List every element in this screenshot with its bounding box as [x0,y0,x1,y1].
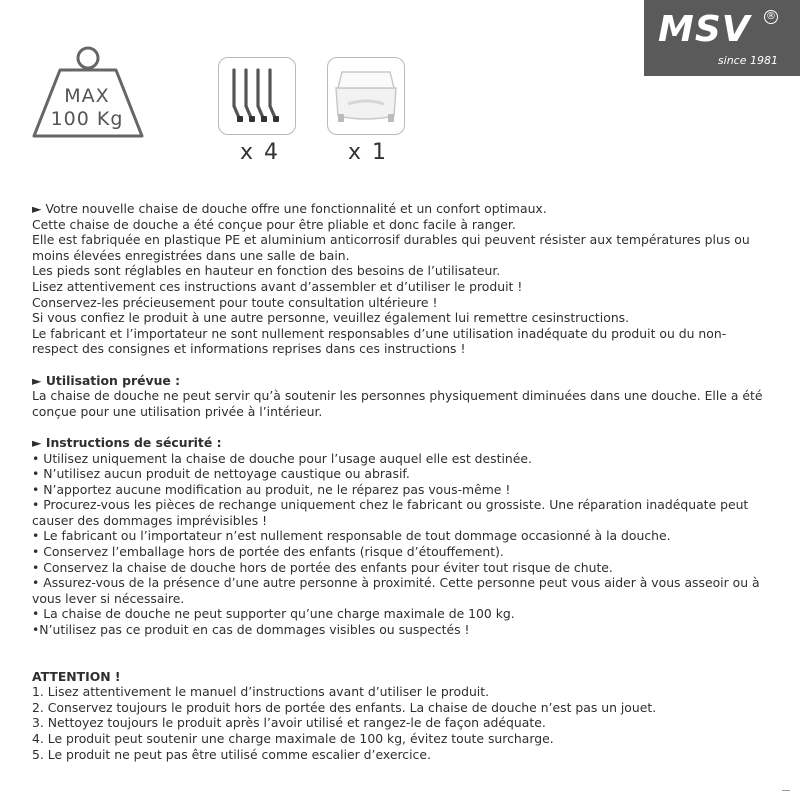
intro-line: Elle est fabriquée en plastique PE et aluminium anticorrosif durables qui peuvent résister aux températures plus ou moins élevées enregistrées dans une salle de bain. [32,232,750,263]
safety-item: • N’apportez aucune modification au produit, ne le réparez pas vous-même ! [32,481,511,497]
safety-item: • Le fabricant ou l’importateur n’est nullement responsable de tout dommage occasionné à la douche. [32,528,671,544]
chair-legs-icon [219,58,295,134]
chair-seat-icon [328,58,404,134]
legs-part-box [218,57,296,135]
intro-line: Lisez attentivement ces instructions avant d’assembler et d’utiliser le produit ! [32,278,523,294]
registered-mark: ® [766,11,776,22]
attention-item: 5. Le produit ne peut pas être utilisé comme escalier d’exercice. [32,746,431,762]
brand-logo [644,0,800,76]
seat-part-box [327,57,405,135]
usage-text: La chaise de douche ne peut servir qu’à soutenir les personnes physiquement diminuées dans une douche. Elle a été conçue pour une utilisation privée à l’intérieur. [32,388,763,419]
weight-limit-label: MAX [64,85,110,107]
safety-item: •N’utilisez pas ce produit en cas de dommages visibles ou suspectés ! [32,622,470,638]
brand-tagline: since 1981 [717,54,778,67]
safety-item: • Assurez-vous de la présence d’une autre personne à proximité. Cette personne peut vous aider à vous asseoir ou à vous lever si nécessaire. [32,575,760,606]
intro-line: Si vous confiez le produit à une autre personne, veuillez également lui remettre cesinstructions. [32,310,630,326]
intro-line: Cette chaise de douche a été conçue pour être pliable et donc facile à ranger. [32,216,516,232]
attention-heading: ATTENTION ! [32,668,121,684]
attention-item: 3. Nettoyez toujours le produit après l’avoir utilisé et rangez-le de façon adéquate. [32,715,546,731]
attention-item: 1. Lisez attentivement le manuel d’instructions avant d’utiliser le produit. [32,684,490,700]
intro-line: Conservez-les précieusement pour toute consultation ultérieure ! [32,294,438,310]
intro-line: ► Votre nouvelle chaise de douche offre une fonctionnalité et un confort optimaux. [32,201,547,216]
safety-item: • La chaise de douche ne peut supporter qu’une charge maximale de 100 kg. [32,606,515,622]
safety-item: • Utilisez uniquement la chaise de douche pour l’usage auquel elle est destinée. [32,450,532,466]
intro-line: Le fabricant et l’importateur ne sont nullement responsables d’une utilisation inadéquate du produit ou du non-respect des consignes et informations reprises dans ces instructions ! [32,325,727,357]
seat-quantity: x 1 [348,140,389,165]
brand-name: MSV [658,9,751,50]
page-mark [782,790,790,791]
usage-heading: ► Utilisation prévue : [32,372,181,388]
intro-line: Les pieds sont réglables en hauteur en fonction des besoins de l’utilisateur. [32,263,501,279]
safety-item: • Conservez la chaise de douche hors de portée des enfants pour éviter tout risque de chute. [32,559,613,575]
legs-quantity: x 4 [240,140,281,165]
instructions-body [32,201,772,762]
safety-item: • Procurez-vous les pièces de rechange uniquement chez le fabricant ou grossiste. Une réparation inadéquate peut causer des dommages imprévisibles ! [32,497,749,528]
attention-item: 2. Conservez toujours le produit hors de portée des enfants. La chaise de douche n’est pas un jouet. [32,699,657,715]
safety-heading: ► Instructions de sécurité : [32,434,222,450]
safety-item: • N’utilisez aucun produit de nettoyage caustique ou abrasif. [32,466,410,482]
safety-item: • Conservez l’emballage hors de portée des enfants (risque d’étouffement). [32,544,504,560]
weight-limit-value: 100 Kg [50,108,124,130]
attention-item: 4. Le produit peut soutenir une charge maximale de 100 kg, évitez toute surcharge. [32,731,554,746]
